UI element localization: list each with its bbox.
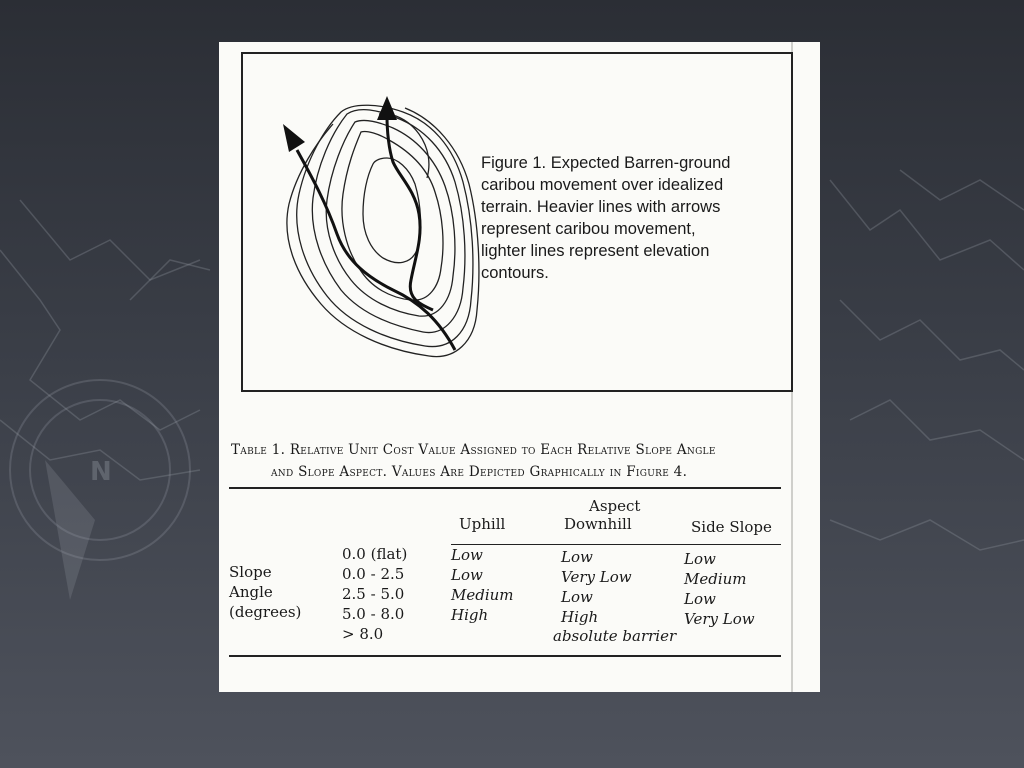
caption-line: lighter lines represent elevation [481, 242, 710, 260]
downhill-value: Low [561, 588, 593, 606]
slope-range: 2.5 - 5.0 [342, 585, 405, 603]
contour-line [363, 158, 421, 263]
arrowhead-right [377, 96, 397, 120]
uphill-value: High [451, 606, 489, 624]
table-caption-line-1: Table 1. Relative Unit Cost Value Assigned to Each Relative Slope Angle [231, 442, 716, 458]
side-slope-value: Low [684, 550, 716, 568]
downhill-column [561, 547, 632, 627]
slope-range: > 8.0 [342, 625, 384, 643]
table-caption-line-2: and Slope Aspect. Values Are Depicted Graphically in Figure 4. [271, 464, 688, 480]
uphill-value: Medium [451, 586, 514, 604]
column-header-uphill: Uphill [459, 515, 506, 533]
figure-1-frame [241, 52, 793, 392]
downhill-value: Very Low [561, 568, 632, 586]
arrowhead-left [283, 124, 305, 152]
caption-line: terrain. Heavier lines with arrows [481, 198, 721, 216]
svg-text:N: N [90, 457, 112, 487]
contour-line [297, 105, 473, 346]
slope-range: 0.0 (flat) [342, 545, 408, 563]
caption-line: caribou movement over idealized [481, 176, 724, 194]
caribou-path-left [297, 150, 455, 350]
column-header-side-slope: Side Slope [691, 518, 772, 536]
column-header-downhill: Downhill [564, 515, 632, 533]
uphill-column [451, 545, 514, 625]
figure-caption [481, 152, 781, 284]
downhill-value: Low [561, 548, 593, 566]
row-label-line: (degrees) [229, 603, 302, 621]
row-label-line: Angle [229, 583, 273, 601]
table-top-rule [229, 487, 781, 489]
caption-line: Figure 1. Expected Barren-ground [481, 154, 731, 172]
side-slope-column [684, 549, 755, 629]
caption-line: contours. [481, 264, 549, 282]
side-slope-value: Medium [684, 570, 747, 588]
slope-range-column [342, 544, 407, 644]
slope-range: 0.0 - 2.5 [342, 565, 405, 583]
downhill-value: High [561, 608, 599, 626]
table-caption [231, 439, 801, 483]
barrier-note: absolute barrier [553, 627, 677, 645]
uphill-value: Low [451, 566, 483, 584]
table-bottom-rule [229, 655, 781, 657]
caption-line: represent caribou movement, [481, 220, 696, 238]
side-slope-value: Very Low [684, 610, 755, 628]
uphill-value: Low [451, 546, 483, 564]
scanned-document-page [219, 42, 820, 692]
row-label-line: Slope [229, 563, 272, 581]
row-label [229, 562, 301, 622]
aspect-header: Aspect [589, 497, 641, 515]
caribou-path-right [387, 116, 433, 310]
slope-range: 5.0 - 8.0 [342, 605, 405, 623]
side-slope-value: Low [684, 590, 716, 608]
